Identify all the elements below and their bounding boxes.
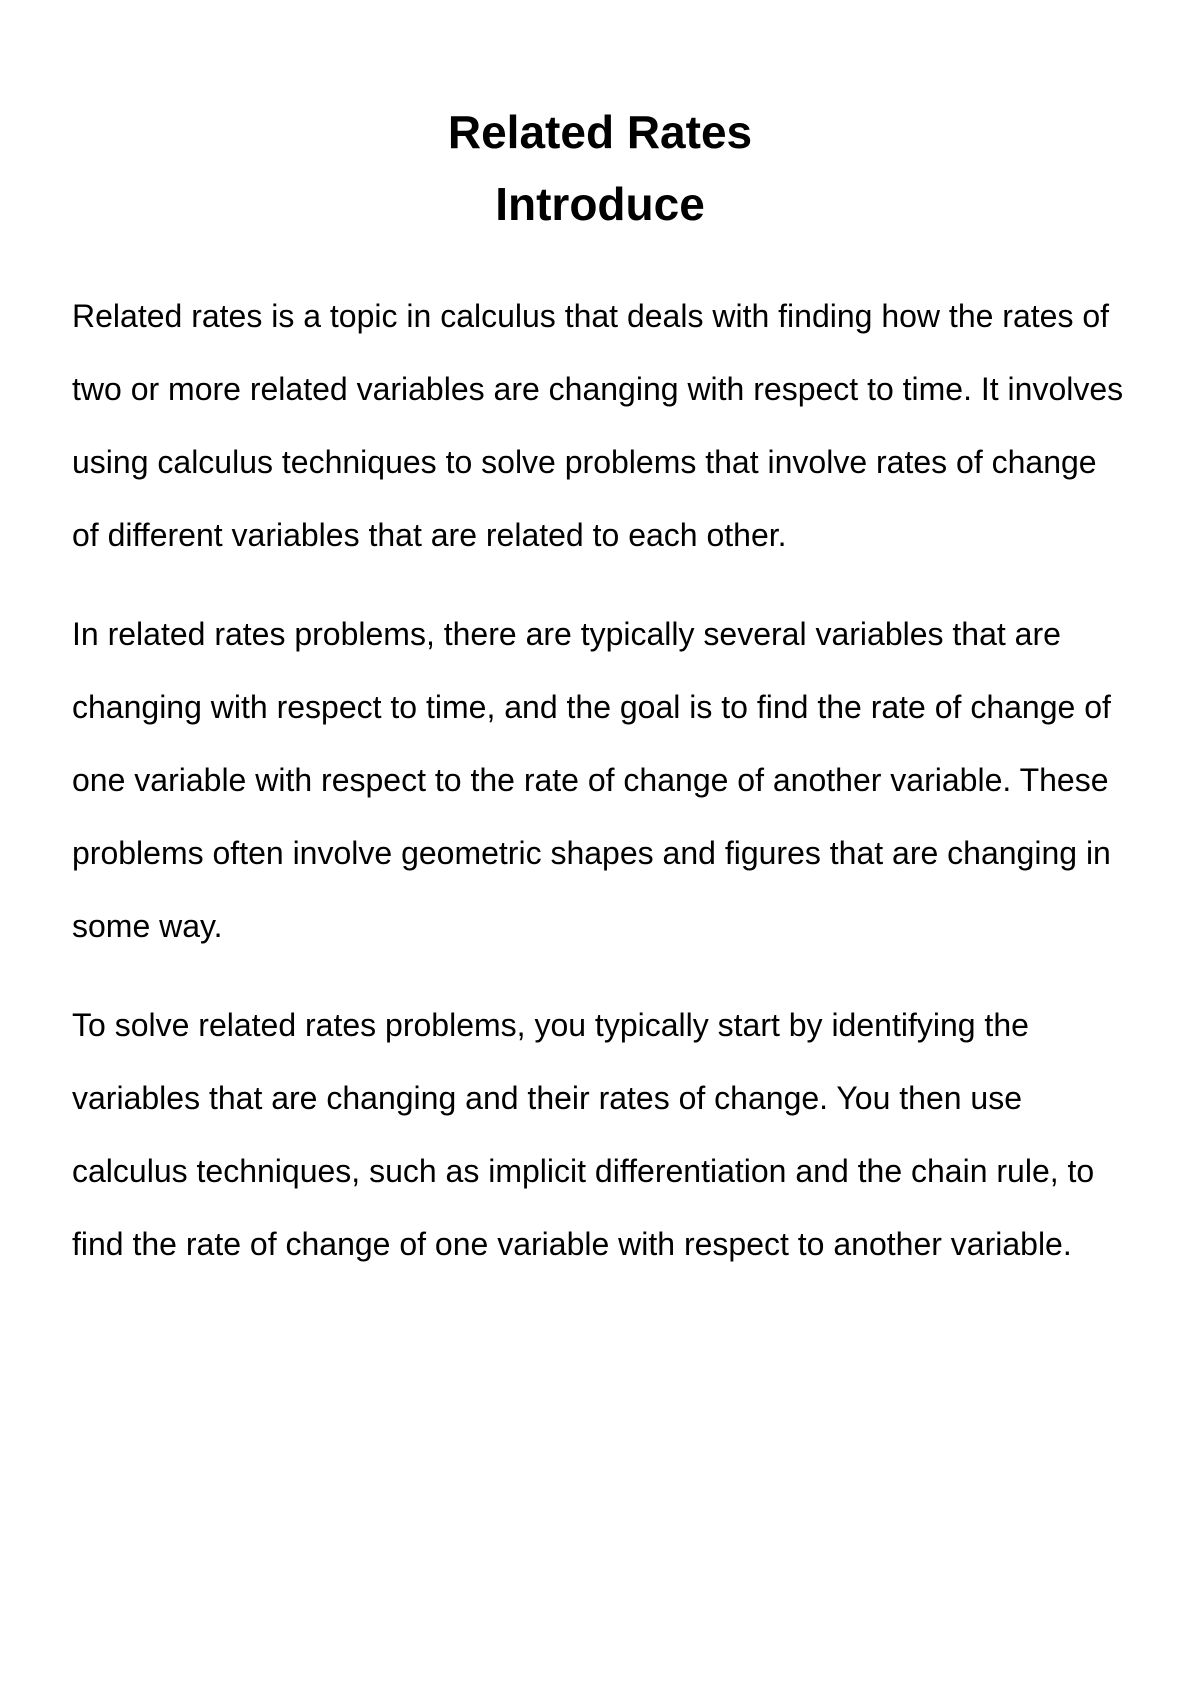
paragraph-2: In related rates problems, there are typically several variables that are changing with respect to time, and the goal is to find the rate of change of one variable with respect to the rate of change of another variable. These problems often involve geometric shapes and figures that are changing in some way. <box>72 616 1111 944</box>
body-text <box>72 280 1128 1281</box>
title-block <box>72 96 1128 240</box>
page-title: Related Rates <box>447 106 753 158</box>
page-subtitle: Introduce <box>495 178 705 230</box>
paragraph-1: Related rates is a topic in calculus that deals with finding how the rates of two or more related variables are changing with respect to time. It involves using calculus techniques to solve problems that involve rates of change of different variables that are related to each other. <box>72 298 1124 553</box>
paragraph-3: To solve related rates problems, you typically start by identifying the variables that are changing and their rates of change. You then use calculus techniques, such as implicit differentiation and the chain rule, to find the rate of change of one variable with respect to another variable. <box>72 1007 1095 1262</box>
